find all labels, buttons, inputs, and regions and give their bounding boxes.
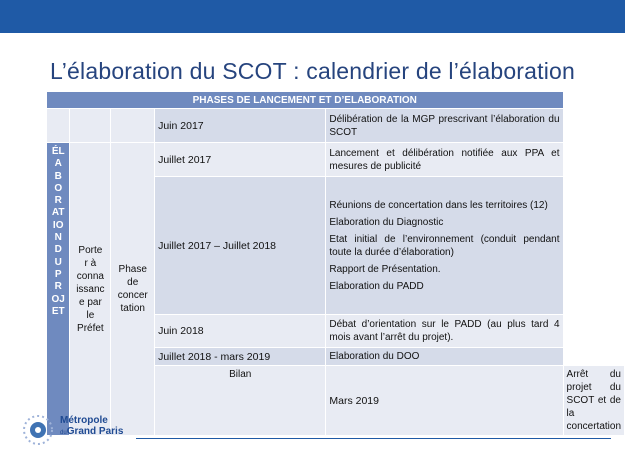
schedule-table bbox=[46, 91, 625, 436]
row-date: Juin 2018 bbox=[155, 315, 326, 348]
table-row bbox=[47, 109, 625, 143]
row-event: Arrêt du projet du SCOT et de la concertation bbox=[563, 366, 624, 436]
bilan-label: Bilan bbox=[155, 366, 326, 436]
row-date: Juin 2017 bbox=[155, 109, 326, 143]
page-title: L’élaboration du SCOT : calendrier de l’élaboration bbox=[50, 58, 576, 84]
logo-wordmark: Métropole duGrand Paris bbox=[60, 415, 124, 437]
row-event: Lancement et délibération notifiée aux PPA et mesures de publicité bbox=[326, 143, 563, 177]
top-banner bbox=[0, 0, 625, 33]
elaboration-projet-label: ÉL A B O R AT IO N D U P R OJ ET bbox=[47, 143, 70, 436]
table-header-row bbox=[47, 92, 625, 109]
footer-divider bbox=[136, 438, 611, 439]
row-date: Juillet 2018 - mars 2019 bbox=[155, 348, 326, 366]
row-date: Mars 2019 bbox=[326, 366, 563, 436]
row-event: Elaboration du DOO bbox=[326, 348, 563, 366]
row-event: Débat d’orientation sur le PADD (au plus tard 4 mois avant l’arrêt du projet). bbox=[326, 315, 563, 348]
row-event: Délibération de la MGP prescrivant l’élaboration du SCOT bbox=[326, 109, 563, 143]
porter-label: Porte r à conna issanc e par le Préfet bbox=[70, 143, 111, 436]
table-row bbox=[47, 143, 625, 177]
row-date: Juillet 2017 bbox=[155, 143, 326, 177]
table-header: PHASES DE LANCEMENT ET D’ELABORATION bbox=[47, 92, 564, 109]
row-event: Réunions de concertation dans les territoires (12) Elaboration du Diagnostic Etat initial de l’environnement (conduit pendant toute la durée d’élaboration) Rapport de Présentation. Elaboration du PADD bbox=[326, 177, 563, 315]
row-date: Juillet 2017 – Juillet 2018 bbox=[155, 177, 326, 315]
phase-label: Phase de concer tation bbox=[111, 143, 155, 436]
